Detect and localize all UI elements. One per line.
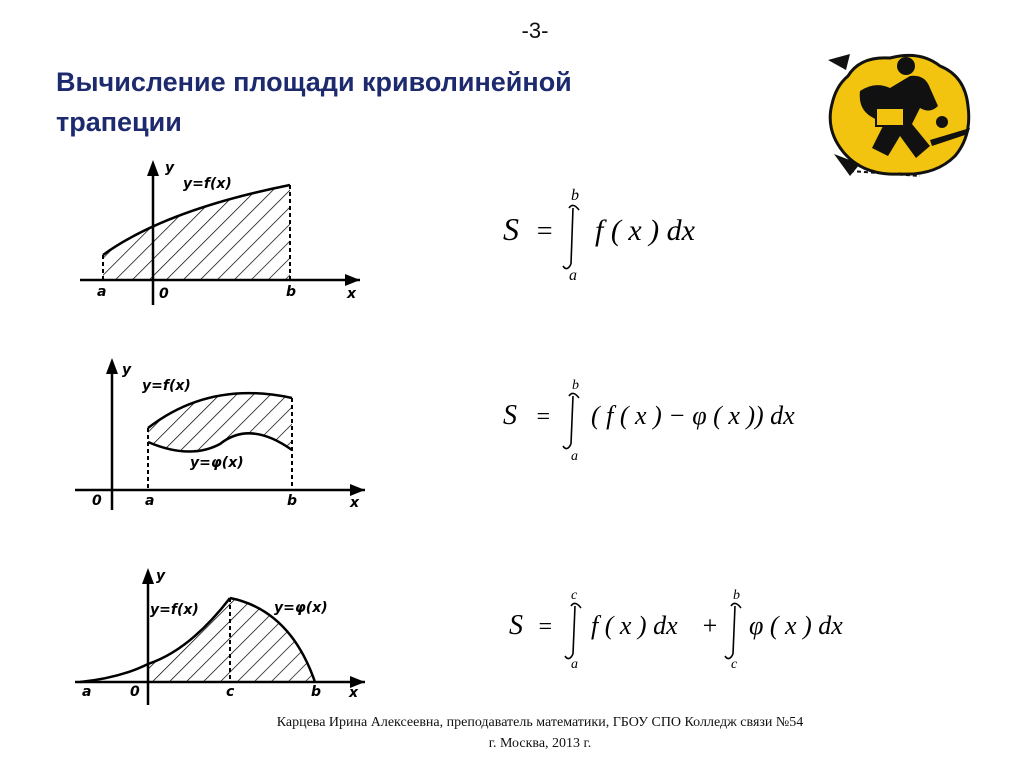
footer-place-year: г. Москва, 2013 г. <box>488 736 592 751</box>
formula1-lhs: S <box>503 211 519 247</box>
integral-sign-1 <box>565 603 581 658</box>
graph2-x-label: x <box>350 495 360 511</box>
formula-3 <box>505 582 875 682</box>
graph3-x-label: x <box>349 685 359 701</box>
graph2-top-curve-label: y=f(x) <box>142 378 191 394</box>
graph2-y-label: y <box>122 362 132 378</box>
graph1-zero-label: 0 <box>159 286 169 302</box>
page-number: -3- <box>521 18 549 43</box>
graph2-bottom-curve-label: y=φ(x) <box>190 455 244 471</box>
graph2-a-label: a <box>145 493 155 509</box>
graph3-c-label: c <box>226 684 235 700</box>
formula1-eq: = <box>535 216 554 247</box>
slide-title <box>56 62 696 142</box>
graph3-curve2-label: y=φ(x) <box>274 600 328 616</box>
formula3-upper1: c <box>571 588 578 603</box>
formula2-eq: = <box>535 404 552 430</box>
formula3-upper2: b <box>733 588 740 603</box>
title-line-1: Вычисление площади криволинейной <box>56 67 572 97</box>
title-line-2: трапеции <box>56 107 182 137</box>
footer <box>180 712 900 754</box>
formula-1 <box>495 180 755 290</box>
footer-author: Карцева Ирина Алексеевна, преподаватель математики, ГБОУ СПО Колледж связи №54 <box>276 715 804 730</box>
graph3-curve1-label: y=f(x) <box>150 602 199 618</box>
graph3-b-label: b <box>311 684 322 700</box>
formula3-eq: = <box>537 614 554 640</box>
integral-sign <box>563 205 579 268</box>
formula3-plus: + <box>701 611 719 640</box>
juggler-clipart-icon <box>820 36 980 186</box>
formula3-lhs: S <box>509 610 523 641</box>
graph-2 <box>60 350 380 515</box>
formula3-lower1: a <box>571 657 578 672</box>
formula1-integrand: f ( x ) dx <box>595 214 695 247</box>
graph1-y-label: y <box>165 160 175 176</box>
formula2-lower: a <box>571 449 578 464</box>
formula1-lower: a <box>569 267 577 284</box>
graph1-x-label: x <box>347 286 357 302</box>
graph-3 <box>70 560 380 710</box>
formula2-integrand: ( f ( x ) − φ ( x )) dx <box>591 401 795 430</box>
graph1-b-label: b <box>286 284 297 300</box>
graph2-b-label: b <box>287 493 298 509</box>
formula-2 <box>495 372 865 472</box>
formula2-upper: b <box>572 378 579 393</box>
formula3-integrand2: φ ( x ) dx <box>749 611 843 640</box>
graph3-zero-label: 0 <box>130 684 140 700</box>
formula2-lhs: S <box>503 400 517 431</box>
formula1-upper: b <box>571 187 579 204</box>
integral-sign-2 <box>725 603 741 658</box>
formula3-lower2: c <box>731 657 738 672</box>
formula3-integrand1: f ( x ) dx <box>591 611 678 640</box>
graph3-a-label: a <box>82 684 92 700</box>
graph3-y-label: y <box>156 568 166 584</box>
graph-1 <box>75 150 375 310</box>
graph2-zero-label: 0 <box>92 493 102 509</box>
integral-sign <box>563 393 579 448</box>
graph1-a-label: a <box>97 284 107 300</box>
graph1-curve-label: y=f(x) <box>183 176 232 192</box>
